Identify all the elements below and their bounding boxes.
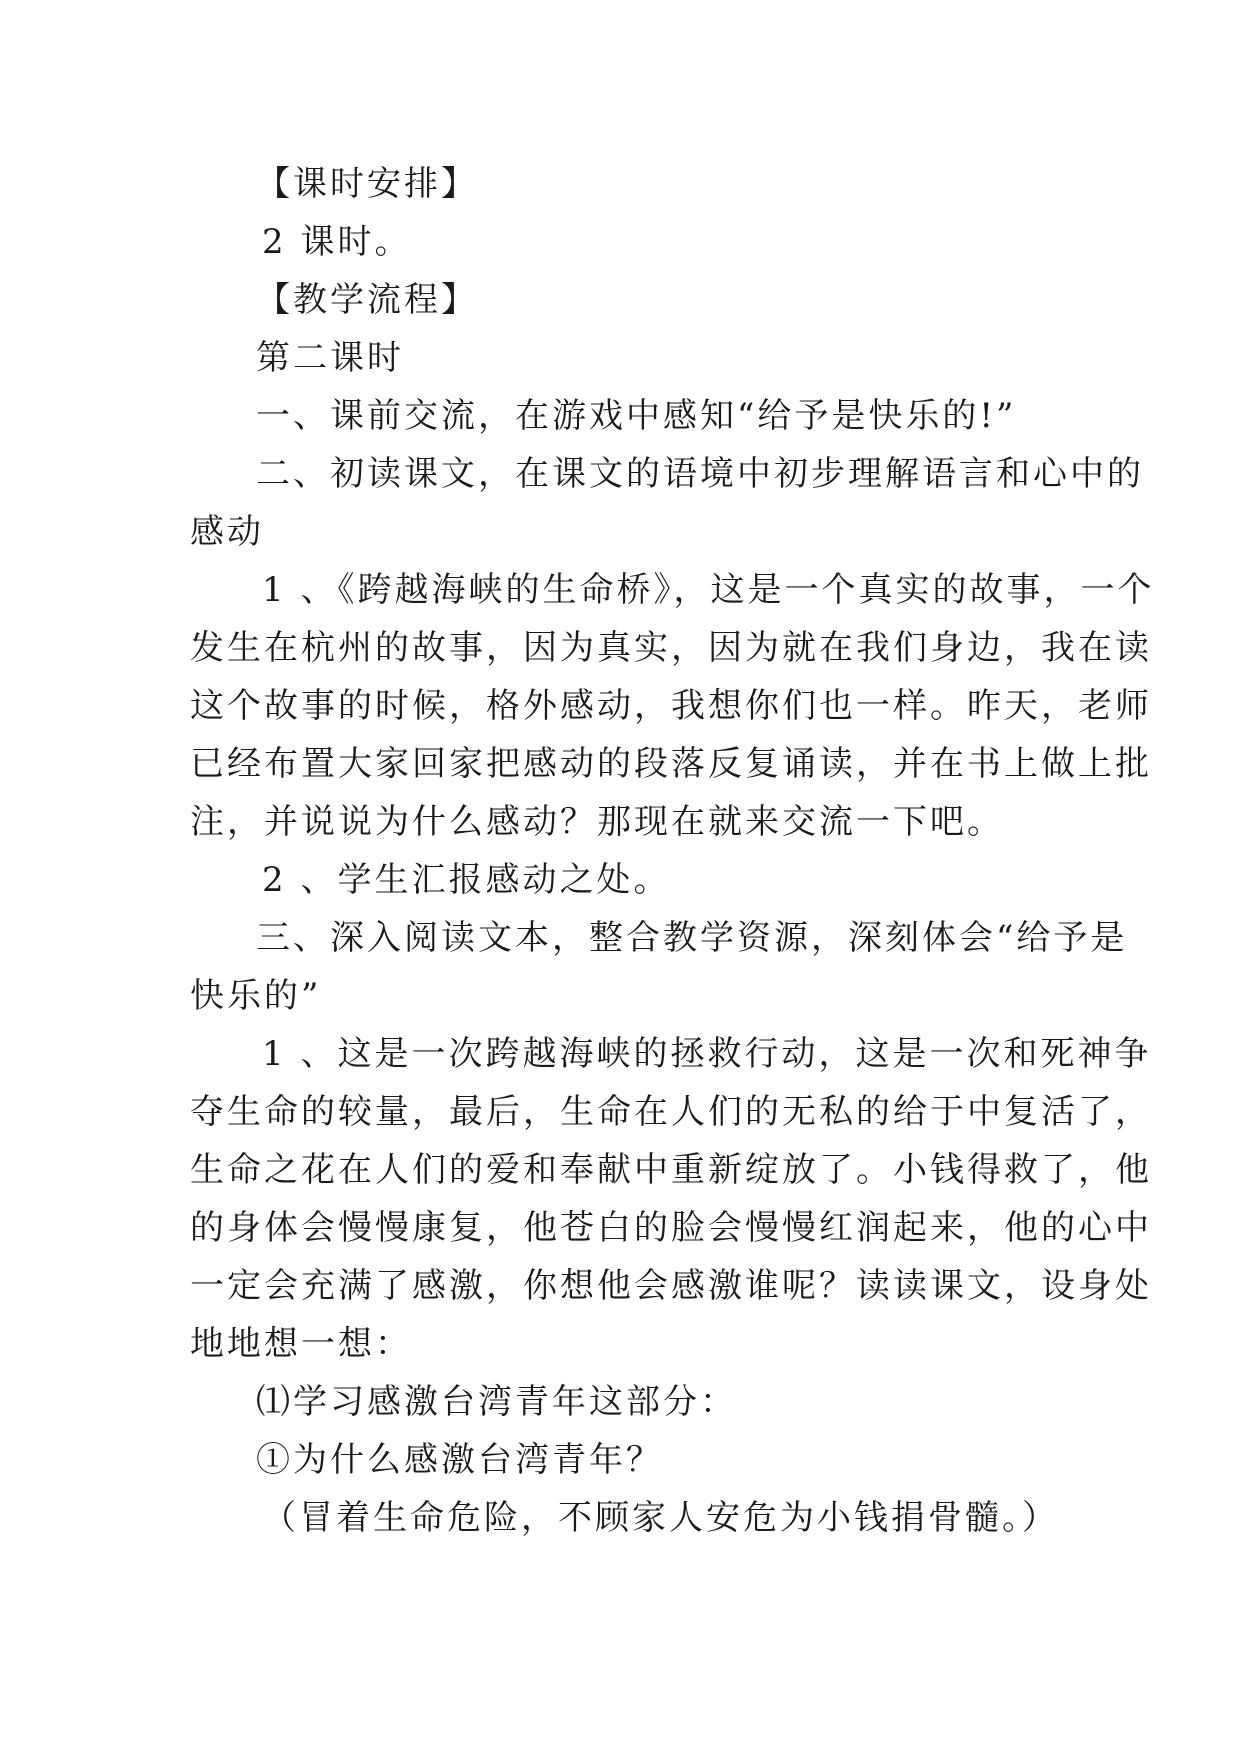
section-heading-process: 【教学流程】 <box>256 280 478 320</box>
paragraph-line: 注，并说说为什么感动？那现在就来交流一下吧。 <box>190 802 1004 842</box>
paragraph-line: 感动 <box>190 512 264 552</box>
paragraph-line: 已经布置大家回家把感动的段落反复诵读，并在书上做上批 <box>190 744 1152 784</box>
paragraph-line: 夺生命的较量，最后，生命在人们的无私的给于中复活了， <box>190 1092 1152 1132</box>
paragraph-line: 1 、这是一次跨越海峡的拯救行动，这是一次和死神争 <box>262 1034 1152 1074</box>
paragraph-line: 地地想一想： <box>190 1324 412 1364</box>
paragraph-line: ①为什么感激台湾青年？ <box>256 1440 663 1480</box>
section-heading-schedule: 【课时安排】 <box>256 164 478 204</box>
paragraph-line: 一定会充满了感激，你想他会感激谁呢？读读课文，设身处 <box>190 1266 1152 1306</box>
paragraph-line: ⑴学习感激台湾青年这部分： <box>256 1382 737 1422</box>
paragraph-line: 2 课时。 <box>262 222 412 262</box>
paragraph-line: 的身体会慢慢康复，他苍白的脸会慢慢红润起来，他的心中 <box>190 1208 1152 1248</box>
paragraph-line: 2 、学生汇报感动之处。 <box>262 860 671 900</box>
paragraph-line: 这个故事的时候，格外感动，我想你们也一样。昨天，老师 <box>190 686 1152 726</box>
paragraph-line: 快乐的” <box>190 976 322 1016</box>
paragraph-line: 三、深入阅读文本，整合教学资源，深刻体会“给予是 <box>256 918 1128 958</box>
paragraph-line: 发生在杭州的故事，因为真实，因为就在我们身边，我在读 <box>190 628 1152 668</box>
paragraph-line: 1 、《跨越海峡的生命桥》，这是一个真实的故事，一个 <box>262 570 1155 610</box>
document-body <box>190 155 1155 1547</box>
paragraph-line: 二、初读课文，在课文的语境中初步理解语言和心中的 <box>256 454 1144 494</box>
paragraph-line: （冒着生命危险，不顾家人安危为小钱捐骨髓。） <box>262 1498 1059 1538</box>
lesson-title: 第二课时 <box>256 338 404 378</box>
paragraph-line: 生命之花在人们的爱和奉献中重新绽放了。小钱得救了，他 <box>190 1150 1152 1190</box>
paragraph-line: 一、课前交流，在游戏中感知“给予是快乐的!” <box>256 396 1017 436</box>
